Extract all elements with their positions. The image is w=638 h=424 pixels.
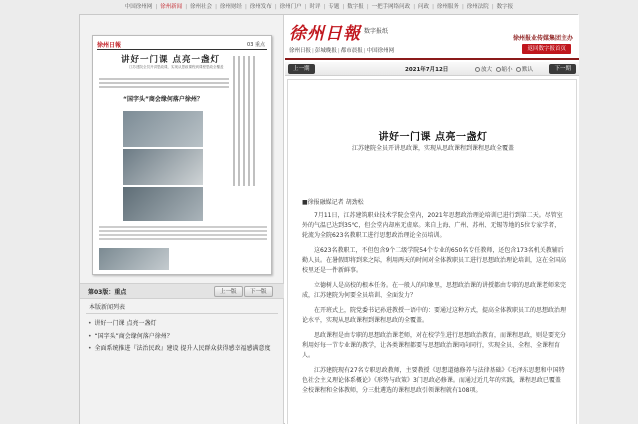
nav-separator: | xyxy=(366,4,369,10)
top-nav-link[interactable]: 徐州服务 xyxy=(436,4,459,10)
bullet-icon: • xyxy=(88,345,92,352)
prev-page-button[interactable]: 上一版 xyxy=(214,286,243,297)
top-nav-link[interactable]: 徐州门户 xyxy=(279,4,302,10)
logo-subtitle: 数字报纸 xyxy=(364,28,389,35)
thumbnail-photo xyxy=(123,149,203,185)
thumbnail-photo xyxy=(123,111,203,147)
article-panel xyxy=(287,79,577,424)
zoom-in-icon[interactable] xyxy=(475,67,480,72)
news-list xyxy=(88,317,278,355)
article-title: 讲好一门课 点亮一盏灯 xyxy=(378,132,488,143)
nav-separator: | xyxy=(342,4,345,10)
top-nav-link[interactable]: 中国徐州网 xyxy=(124,4,153,10)
zoom-in-button[interactable]: 放大 xyxy=(481,67,493,73)
zoom-reset-button[interactable]: 默认 xyxy=(522,67,534,73)
nav-separator: | xyxy=(274,4,277,10)
bullet-icon: • xyxy=(88,320,92,327)
news-list-item[interactable]: • 全面系统推进『法治民政』建设 提升人民群众获得感幸福感满意度 xyxy=(88,345,271,352)
nav-separator: | xyxy=(215,4,217,10)
thumbnail-masthead: 徐州日報 xyxy=(97,42,122,49)
zoom-controls xyxy=(475,65,533,73)
nav-separator: | xyxy=(155,4,158,10)
nav-separator: | xyxy=(432,4,434,10)
digital-home-button[interactable]: 返回数字报首页 xyxy=(522,44,571,54)
thumbnail-text-block xyxy=(99,78,229,90)
nav-separator: | xyxy=(304,4,307,10)
article-paragraph: 这623名教职工，不但包含9个二级学院54个专业的650名专任教师，还包含173名机关教辅后勤人员。在暑假即将到来之际，利用两天的时间对全体教职员工进行思想政治理论培训，这在全国高校里还是一件新鲜事。 xyxy=(302,247,567,274)
article-body xyxy=(302,211,566,401)
news-list-item[interactable]: • “国字头”商会缘何落户徐州？ xyxy=(88,333,173,340)
link-separator: | xyxy=(312,48,314,54)
top-nav-link[interactable]: 数字报 xyxy=(347,4,364,10)
nav-separator: | xyxy=(491,4,494,10)
thumbnail-photo xyxy=(99,248,169,270)
sister-paper-link[interactable]: 彭城晚报 xyxy=(314,48,337,54)
thumbnail-rule xyxy=(97,49,267,50)
prev-issue-button[interactable]: 上一期 xyxy=(288,64,315,74)
page-thumbnail[interactable] xyxy=(92,35,272,275)
sister-paper-link[interactable]: 都市晨报 xyxy=(340,48,363,54)
bullet-icon: • xyxy=(88,333,92,340)
sister-paper-links xyxy=(289,46,394,54)
article-paragraph: 思政课程是由专职的思想政治课老师，对在校学生进行思想政治教育，而课程思政，则是要充分利用好每一节专业课的教学，让各类课程都要与思想政治课同向同行，实现全员、全程、全课程育人。 xyxy=(302,332,567,359)
article-paragraph: 7月11日，江苏建筑职业技术学院会堂内，2021年思想政治理论培训已进行到第二天。尽管室外的气温已达到35℃，但会堂内却座无虚席。来自上海、广州、苏州、无锡等地的5位专家学者，轮流为全院623名教职工进行思想政治理论全员培训。 xyxy=(302,212,563,239)
reader-panel xyxy=(285,15,579,424)
next-issue-button[interactable]: 下一期 xyxy=(549,64,576,74)
page-thumbnail-panel xyxy=(80,15,284,424)
article-byline: ■徐报融媒记者 胡劲松 xyxy=(302,199,364,206)
news-list-header: 本版新闻列表 xyxy=(86,302,278,314)
top-nav-link[interactable]: 徐州发布 xyxy=(249,4,272,10)
newspaper-logo[interactable]: 徐州日報 xyxy=(289,24,361,44)
thumbnail-lower-text xyxy=(99,226,267,242)
page-label: 第03版：重点 xyxy=(88,289,127,296)
page-nav-bar xyxy=(80,283,284,299)
article-paragraph: 立德树人是高校的根本任务。在一般人的印象里，思想政治课的讲授都由专职的思政课老师来完成，江苏建院为何要全员培训、全面发力？ xyxy=(302,282,567,299)
nav-separator: | xyxy=(185,4,188,10)
thumbnail-headline-2[interactable]: “国字头”商会缘何落户徐州？ xyxy=(123,96,203,103)
publisher-name: 徐州报业传媒集团主办 xyxy=(512,35,573,42)
thumbnail-photo xyxy=(123,187,203,221)
sister-paper-link[interactable]: 中国徐州网 xyxy=(366,48,395,54)
top-nav-link[interactable]: 数字报 xyxy=(496,4,514,10)
top-nav-link[interactable]: 问政 xyxy=(418,4,430,10)
reader-toolbar xyxy=(285,62,579,76)
top-nav-link[interactable]: 一把手网络问政 xyxy=(371,4,411,10)
zoom-reset-icon[interactable] xyxy=(516,67,521,72)
article-paragraph: 江苏建院现有27名专职思政教师，主要教授《思想道德修养与法律基础》《毛泽东思想和中国特色社会主义理论体系概论》《形势与政策》3门思政必修课。而通过近几年的实践，课程思政已覆盖全校课程和全体教师，分三批遴选的课程思政引领课程就有108项。 xyxy=(302,367,565,394)
link-separator: | xyxy=(337,48,340,54)
link-separator: | xyxy=(363,48,366,54)
top-nav-link[interactable]: 徐州社会 xyxy=(190,4,213,10)
top-nav-link[interactable]: 徐州财经 xyxy=(219,4,242,10)
nav-separator: | xyxy=(461,4,464,10)
news-list-item[interactable]: • 讲好一门课 点亮一盏灯 xyxy=(88,320,157,327)
article-subtitle: 江苏建院全员开讲思政课，实现从思政课程到课程思政全覆盖 xyxy=(351,145,514,152)
top-nav-link[interactable]: 时评 xyxy=(309,4,321,10)
top-nav-link[interactable]: 徐州法院 xyxy=(466,4,489,10)
sister-paper-link[interactable]: 徐州日报 xyxy=(289,48,312,54)
page-frame xyxy=(79,14,578,424)
nav-separator: | xyxy=(413,4,416,10)
thumbnail-vertical-text xyxy=(233,56,263,190)
next-page-button[interactable]: 下一版 xyxy=(244,286,273,297)
header-divider xyxy=(285,58,579,60)
issue-date: 2021年7月12日 xyxy=(405,67,449,73)
nav-separator: | xyxy=(244,4,247,10)
nav-separator: | xyxy=(323,4,326,10)
top-nav-bar xyxy=(0,0,638,14)
top-nav-link[interactable]: 专题 xyxy=(328,4,340,10)
zoom-out-button[interactable]: 缩小 xyxy=(501,67,513,73)
article-paragraph: 在开班式上，院党委书记孙进教授一语中的：要通过这种方式，提高全体教职员工的思想政治理论水平，实现从思政课程到课程思政的全覆盖。 xyxy=(302,307,567,324)
top-nav-link[interactable]: 徐州新闻 xyxy=(160,4,183,10)
zoom-out-icon[interactable] xyxy=(496,67,501,72)
thumbnail-subhead: 江苏建院全员开讲思政课，实现从思政课程到课程思政全覆盖 xyxy=(129,65,224,69)
thumbnail-headline[interactable]: 讲好一门课 点亮一盏灯 xyxy=(121,55,220,65)
thumbnail-page-number: 03 重点 xyxy=(247,42,265,48)
